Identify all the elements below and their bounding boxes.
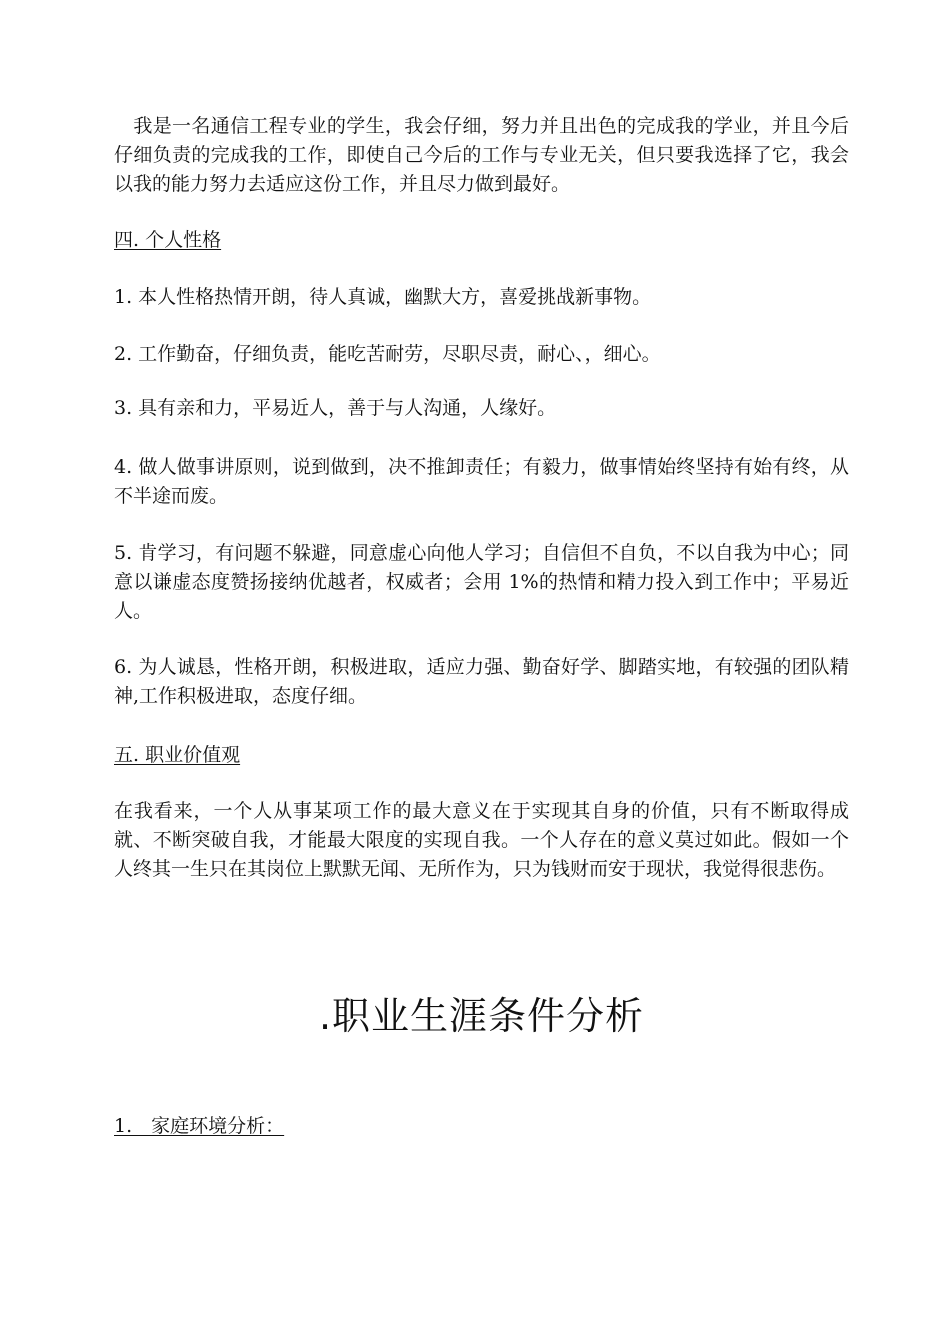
- section-heading-personality: 四. 个人性格: [114, 229, 222, 251]
- intro-paragraph: 我是一名通信工程专业的学生，我会仔细，努力并且出色的完成我的学业，并且今后仔细负责的完成我的工作，即使自己今后的工作与专业无关，但只要我选择了它，我会以我的能力努力去适应这份工作，并且尽力做到最好。: [114, 115, 849, 195]
- section-heading-values: 五. 职业价值观: [114, 744, 241, 766]
- subheading-family-environment: 1. 家庭环境分析：: [114, 1115, 285, 1137]
- personality-item-1: 1. 本人性格热情开朗，待人真诚，幽默大方，喜爱挑战新事物。: [114, 286, 652, 308]
- personality-item-4: 4. 做人做事讲原则，说到做到，决不推卸责任；有毅力，做事情始终坚持有始有终，从不半途而废。: [114, 456, 849, 507]
- chapter-title: .职业生涯条件分析: [318, 994, 645, 1038]
- personality-item-5: 5. 肯学习，有问题不躲避，同意虚心向他人学习；自信但不自负，不以自我为中心；同意以谦虚态度赞扬接纳优越者，权威者；会用 1%的热情和精力投入到工作中；平易近人。: [114, 542, 849, 622]
- personality-item-6: 6. 为人诚恳，性格开朗，积极进取，适应力强、勤奋好学、脚踏实地，有较强的团队精神,工作积极进取，态度仔细。: [114, 656, 849, 707]
- personality-item-2: 2. 工作勤奋，仔细负责，能吃苦耐劳，尽职尽责，耐心、，细心。: [114, 343, 661, 365]
- personality-item-3: 3. 具有亲和力，平易近人，善于与人沟通，人缘好。: [114, 397, 557, 419]
- values-paragraph: 在我看来，一个人从事某项工作的最大意义在于实现其自身的价值，只有不断取得成就、不断突破自我，才能最大限度的实现自我。一个人存在的意义莫过如此。假如一个人终其一生只在其岗位上默默无闻、无所作为，只为钱财而安于现状，我觉得很悲伤。: [114, 800, 849, 880]
